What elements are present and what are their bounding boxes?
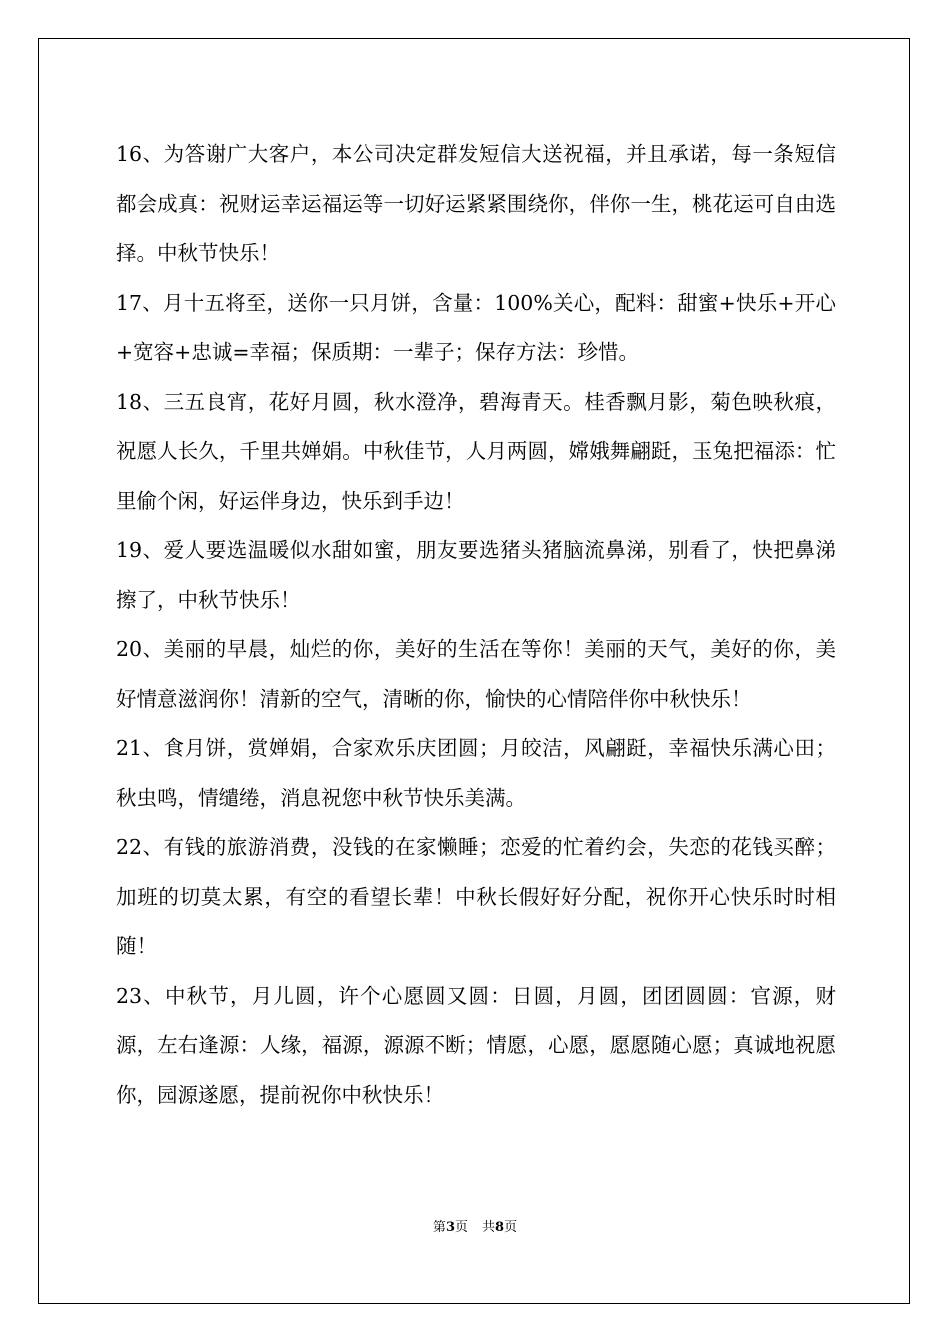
document-body: [116, 130, 836, 1120]
paragraph-21: 21、食月饼，赏婵娟，合家欢乐庆团圆；月皎洁，风翩跹，幸福快乐满心田；秋虫鸣，情缱绻，消息祝您中秋节快乐美满。: [116, 736, 836, 810]
page-footer: [0, 1218, 950, 1238]
page-label-suffix: 页: [454, 1220, 468, 1235]
page-label-prefix: 第: [432, 1220, 446, 1235]
paragraph-19: 19、爱人要选温暖似水甜如蜜，朋友要选猪头猪脑流鼻涕，别看了，快把鼻涕擦了，中秋节快乐！: [116, 538, 836, 612]
paragraph-22: 22、有钱的旅游消费，没钱的在家懒睡；恋爱的忙着约会，失恋的花钱买醉；加班的切莫太累，有空的看望长辈！中秋长假好好分配，祝你开心快乐时时相随！: [116, 835, 836, 958]
paragraph-18: 18、三五良宵，花好月圆，秋水澄净，碧海青天。桂香飘月影，菊色映秋痕，祝愿人长久，千里共婵娟。中秋佳节，人月两圆，嫦娥舞翩跹，玉兔把福添：忙里偷个闲，好运伴身边，快乐到手边！: [116, 389, 836, 513]
total-page-count: 8: [495, 1220, 505, 1235]
total-label-suffix: 页: [504, 1220, 518, 1235]
paragraph-23: 23、中秋节，月儿圆，许个心愿圆又圆：日圆，月圆，团团圆圆：官源，财源，左右逢源：人缘，福源，源源不断；情愿，心愿，愿愿随心愿；真诚地祝愿你，园源遂愿，提前祝你中秋快乐！: [116, 983, 836, 1107]
total-label-prefix: 共: [482, 1220, 496, 1235]
paragraph-20: 20、美丽的早晨，灿烂的你，美好的生活在等你！美丽的天气，美好的你，美好情意滋润你！清新的空气，清晰的你，愉快的心情陪伴你中秋快乐！: [116, 637, 836, 711]
current-page-number: 3: [445, 1220, 455, 1235]
paragraph-17: 17、月十五将至，送你一只月饼，含量：100%关心，配料：甜蜜+快乐+开心+宽容+忠诚=幸福；保质期：一辈子；保存方法：珍惜。: [116, 290, 836, 364]
paragraph-16: 16、为答谢广大客户，本公司决定群发短信大送祝福，并且承诺，每一条短信都会成真：祝财运幸运福运等一切好运紧紧围绕你，伴你一生，桃花运可自由选择。中秋节快乐！: [116, 142, 836, 265]
